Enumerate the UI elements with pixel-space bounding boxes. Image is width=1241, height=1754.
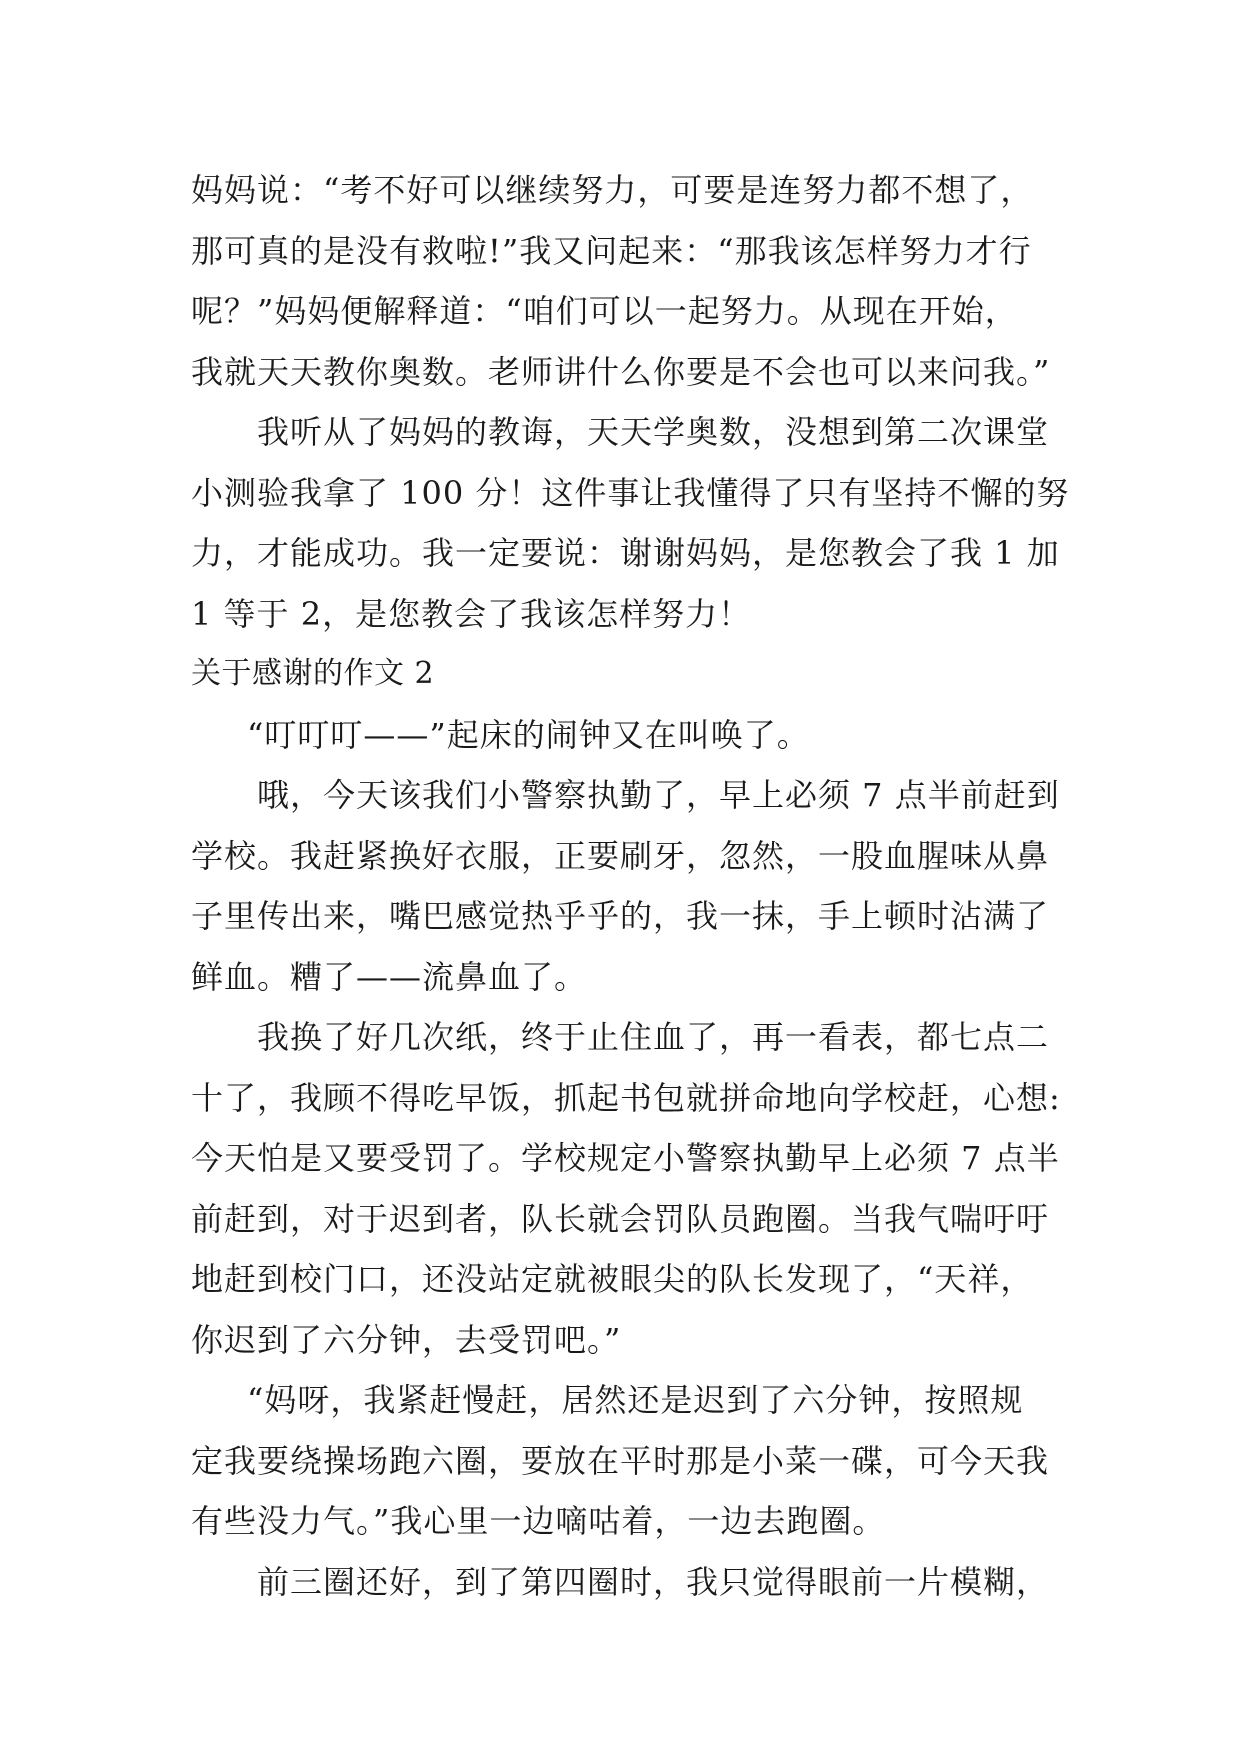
text-line: 那可真的是没有救啦!”我又问起来：“那我该怎样努力才行 [191, 231, 1032, 270]
text-line: 有些没力气。”我心里一边嘀咕着，一边去跑圈。 [191, 1502, 886, 1540]
text-line: 十了，我顾不得吃早饭，抓起书包就拼命地向学校赶，心想: [191, 1078, 1061, 1117]
text-line: 力，才能成功。我一定要说：谢谢妈妈，是您教会了我 1 加 [191, 534, 1060, 572]
text-line: 我就天天教你奥数。老师讲什么你要是不会也可以来问我。” [191, 352, 1051, 391]
paragraph-first-line: 哦，今天该我们小警察执勤了，早上必须 7 点半前赶到 [257, 776, 1060, 814]
paragraph-first-line: 我换了好几次纸，终于止住血了，再一看表，都七点二 [257, 1018, 1050, 1056]
text-line: 1 等于 2，是您教会了我该怎样努力！ [191, 594, 752, 633]
text-line: 你迟到了六分钟，去受罚吧。” [191, 1320, 622, 1359]
text-line: 前赶到，对于迟到者，队长就会罚队员跑圈。当我气喘吁吁 [191, 1199, 1050, 1238]
text-line: 小测验我拿了 100 分！这件事让我懂得了只有坚持不懈的努 [191, 473, 1070, 512]
text-line: 呢？”妈妈便解释道：“咱们可以一起努力。从现在开始， [191, 292, 1018, 330]
paragraph-first-line: 我听从了妈妈的教诲，天天学奥数，没想到第二次课堂 [257, 413, 1050, 451]
paragraph-first-line: “妈呀，我紧赶慢赶，居然还是迟到了六分钟，按照规 [247, 1381, 1024, 1419]
document-body [191, 160, 1070, 1612]
paragraph-first-line: 前三圈还好，到了第四圈时，我只觉得眼前一片模糊， [257, 1562, 1050, 1601]
text-line: 学校。我赶紧换好衣服，正要刷牙，忽然，一股血腥味从鼻 [191, 836, 1050, 875]
text-line: 妈妈说：“考不好可以继续努力，可要是连努力都不想了， [191, 171, 1034, 209]
text-line: 鲜血。糟了——流鼻血了。 [191, 957, 588, 996]
text-line: 子里传出来，嘴巴感觉热乎乎的，我一抹，手上顿时沾满了 [191, 897, 1050, 935]
essay-title: 关于感谢的作文 2 [191, 656, 435, 691]
paragraph-first-line: “叮叮叮——”起床的闹钟又在叫唤了。 [247, 715, 810, 754]
text-line: 今天怕是又要受罚了。学校规定小警察执勤早上必须 7 点半 [191, 1139, 1060, 1177]
text-line: 定我要绕操场跑六圈，要放在平时那是小菜一碟，可今天我 [191, 1441, 1050, 1480]
text-line: 地赶到校门口，还没站定就被眼尖的队长发现了，“天祥， [191, 1260, 1034, 1298]
